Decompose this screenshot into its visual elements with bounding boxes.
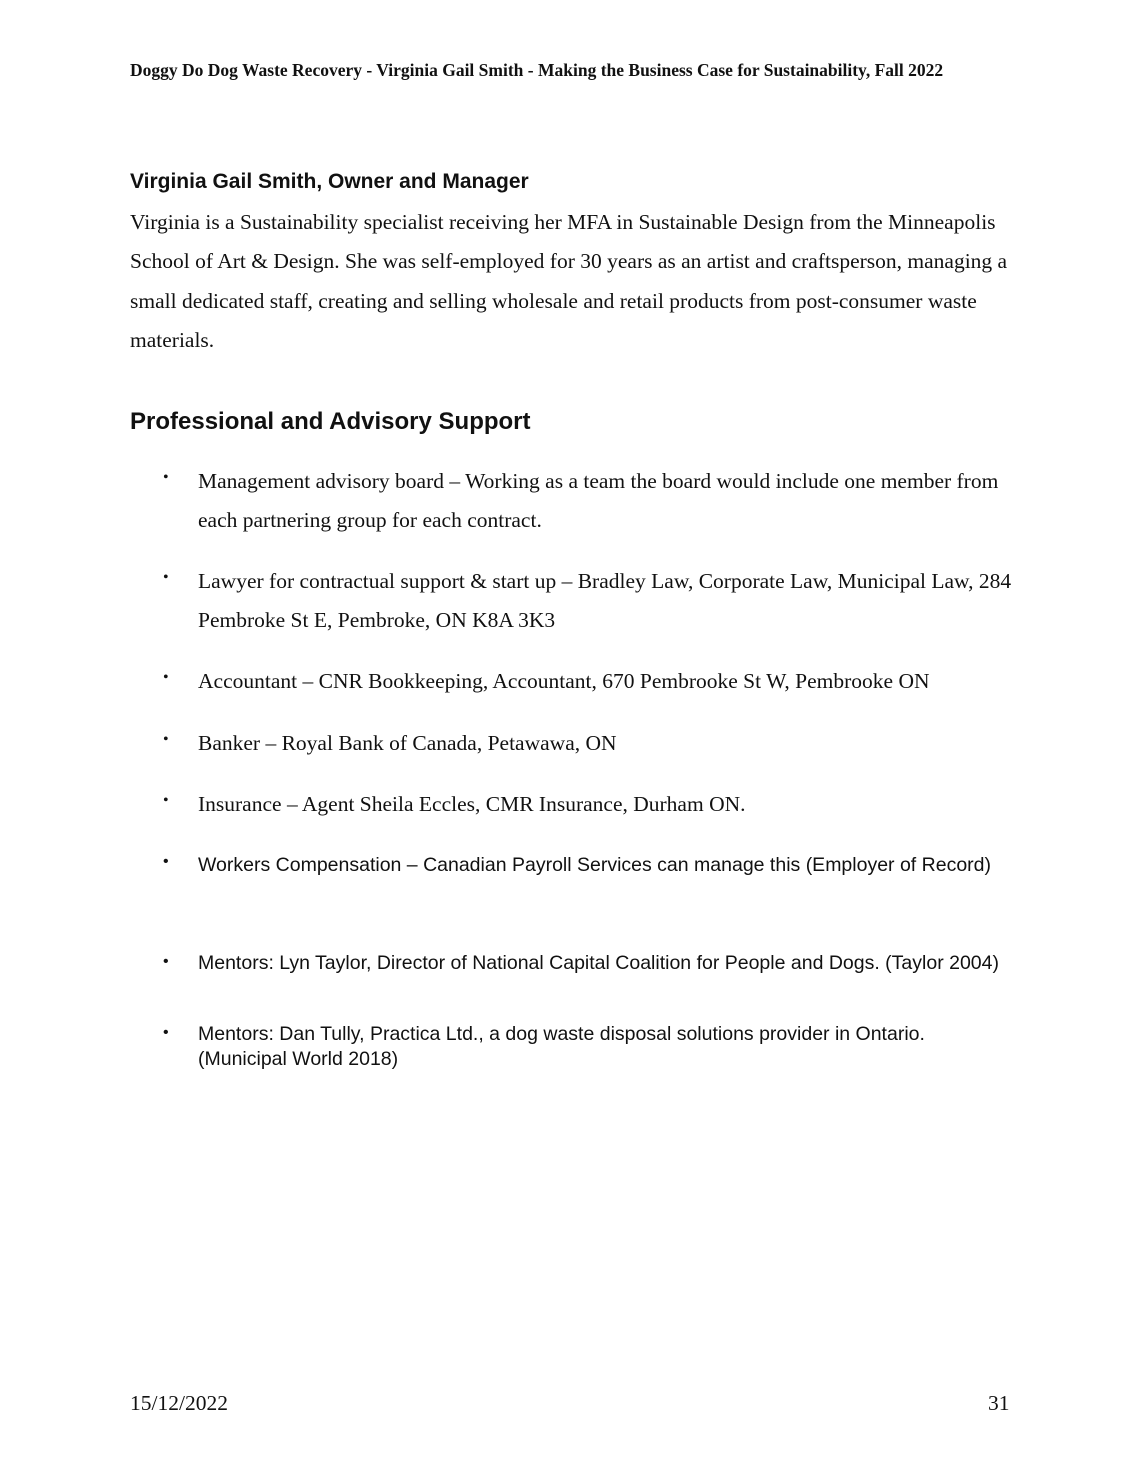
profile-heading: Virginia Gail Smith, Owner and Manager [130,170,529,193]
section-heading: Professional and Advisory Support [130,408,531,435]
bullet-icon: • [163,953,169,970]
list-item-text: Accountant – CNR Bookkeeping, Accountant, 670 Pembrooke St W, Pembrooke ON [198,669,930,693]
page-number: 31 [988,1391,1010,1415]
bullet-icon: • [163,731,169,748]
list-item-text: Mentors: Lyn Taylor, Director of National Capital Coalition for People and Dogs. (Taylor 2004) [198,952,999,974]
list-item-text: Workers Compensation – Canadian Payroll Services can manage this (Employer of Record) [198,854,991,876]
bullet-icon: • [163,1024,169,1041]
bullet-icon: • [163,669,169,686]
bullet-icon: • [163,469,169,486]
list-item-text: Mentors: Dan Tully, Practica Ltd., a dog waste disposal solutions provider in Ontario. (Municipal World 2018) [198,1023,925,1070]
profile-paragraph: Virginia is a Sustainability specialist receiving her MFA in Sustainable Design from the Minneapolis School of Art & Design. She was self-employed for 30 years as an artist and craftsperson, managing a small dedicated staff, creating and selling wholesale and retail products from post-consumer waste materials. [130,210,1008,352]
list-item-text: Insurance – Agent Sheila Eccles, CMR Insurance, Durham ON. [198,792,746,816]
list-item-text: Lawyer for contractual support & start up – Bradley Law, Corporate Law, Municipal Law, 284 Pembroke St E, Pembroke, ON K8A 3K3 [198,569,1012,632]
running-header: Doggy Do Dog Waste Recovery - Virginia Gail Smith - Making the Business Case for Sustainability, Fall 2022 [130,60,944,80]
bullet-icon: • [163,792,169,809]
bullet-icon: • [163,853,169,870]
list-item-text: Management advisory board – Working as a team the board would include one member from each partnering group for each contract. [198,469,999,532]
list-item-text: Banker – Royal Bank of Canada, Petawawa, ON [198,731,617,755]
bullet-icon: • [163,569,169,586]
footer-date: 15/12/2022 [130,1391,228,1415]
